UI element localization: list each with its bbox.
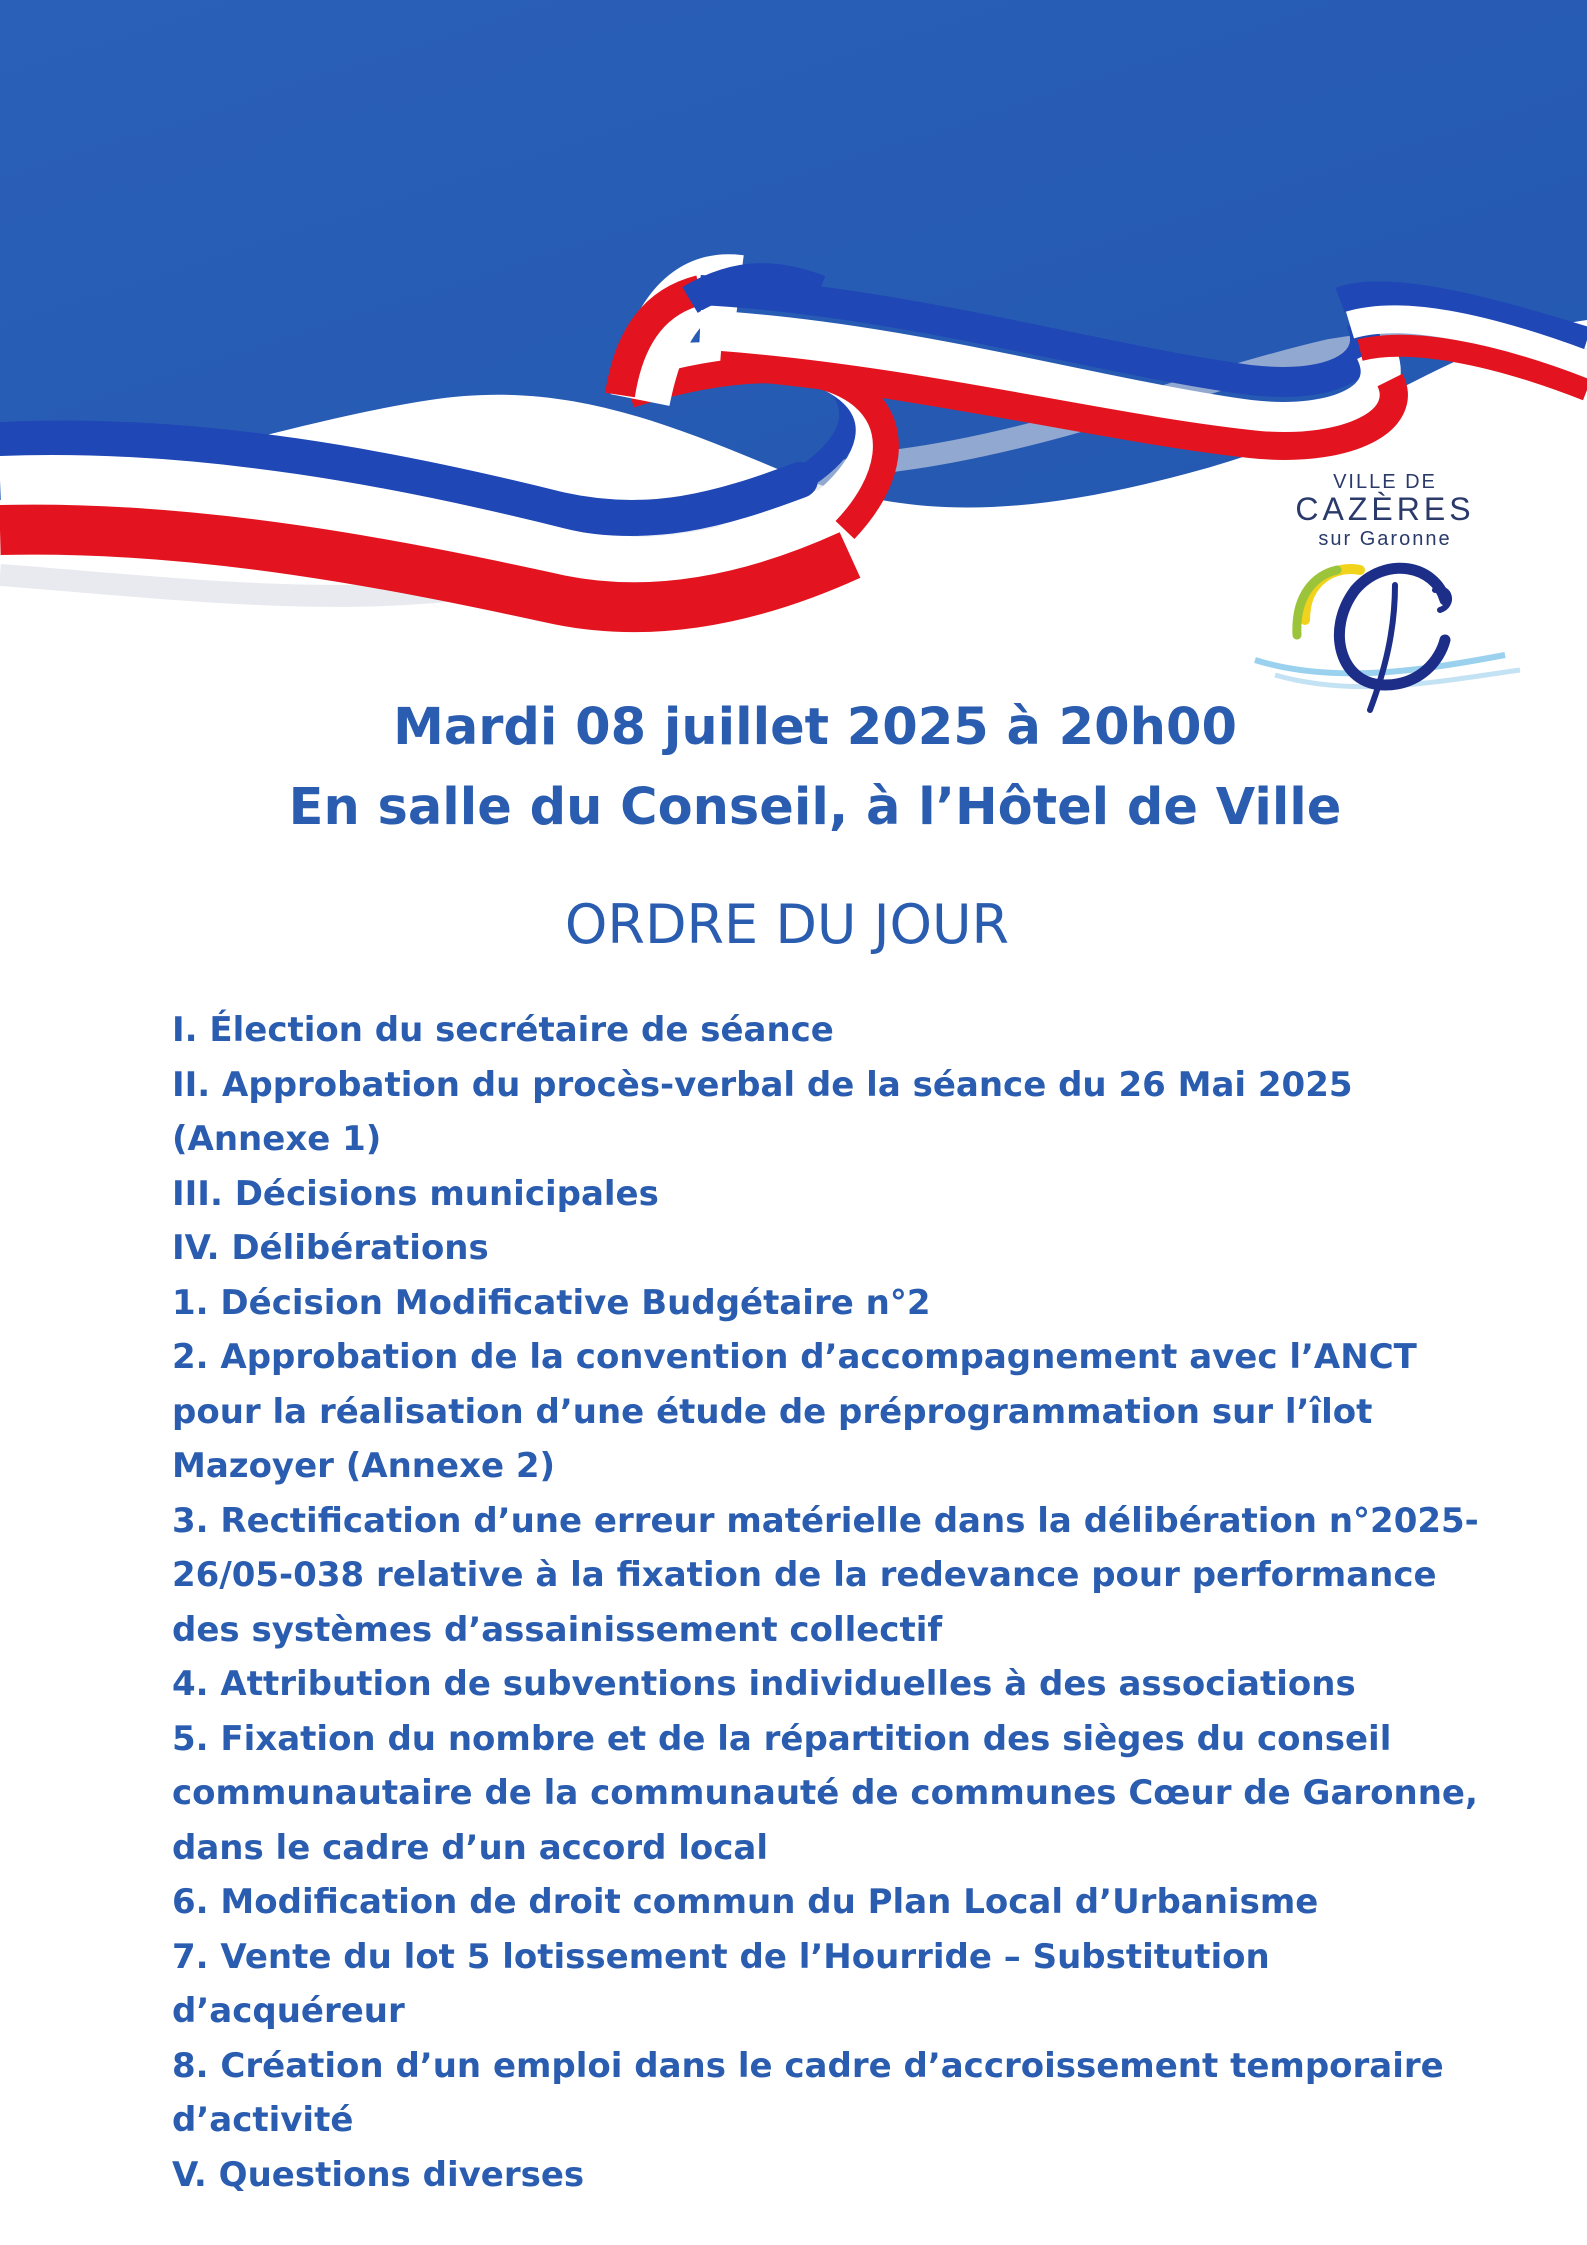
agenda-list (172, 1003, 1512, 2202)
agenda-item: 5. Fixation du nombre et de la répartition des sièges du conseil communautaire de la communauté de communes Cœur de Garonne, dans le cadre d’un accord local (172, 1718, 1478, 1868)
agenda-item: 4. Attribution de subventions individuelles à des associations (172, 1664, 1356, 1704)
agenda-title: ORDRE DU JOUR (564, 893, 1010, 956)
agenda-item: IV. Délibérations (172, 1228, 489, 1268)
agenda-item: I. Élection du secrétaire de séance (172, 1010, 834, 1050)
meeting-date: Mardi 08 juillet 2025 à 20h00 (393, 698, 1237, 757)
logo-line3: sur Garonne (1318, 528, 1452, 550)
agenda-item: 3. Rectification d’une erreur matérielle dans la délibération n°2025-26/05-038 relative à la fixation de la redevance pour performance des systèmes d’assainissement collectif (172, 1500, 1479, 1650)
agenda-item: V. Questions diverses (172, 2154, 585, 2195)
logo-line2: CAZÈRES (1295, 491, 1475, 527)
logo-line1: VILLE DE (1333, 471, 1437, 493)
agenda-item: 7. Vente du lot 5 lotissement de l’Hourride – Substitution d’acquéreur (172, 1936, 1270, 2031)
agenda-item: 1. Décision Modificative Budgétaire n°2 (172, 1282, 931, 1323)
agenda-item: 6. Modification de droit commun du Plan Local d’Urbanisme (172, 1882, 1319, 1922)
agenda-item: 2. Approbation de la convention d’accompagnement avec l’ANCT pour la réalisation d’une étude de préprogrammation sur l’îlot Mazoyer (Annexe 2) (172, 1337, 1417, 1486)
agenda-item: 8. Création d’un emploi dans le cadre d’accroissement temporaire d’activité (172, 2045, 1444, 2140)
meeting-venue: En salle du Conseil, à l’Hôtel de Ville (288, 778, 1342, 837)
agenda-item: III. Décisions municipales (172, 1173, 659, 1214)
agenda-item: II. Approbation du procès-verbal de la séance du 26 Mai 2025 (Annexe 1) (172, 1064, 1353, 1159)
logo-monogram: C (1245, 470, 1246, 471)
